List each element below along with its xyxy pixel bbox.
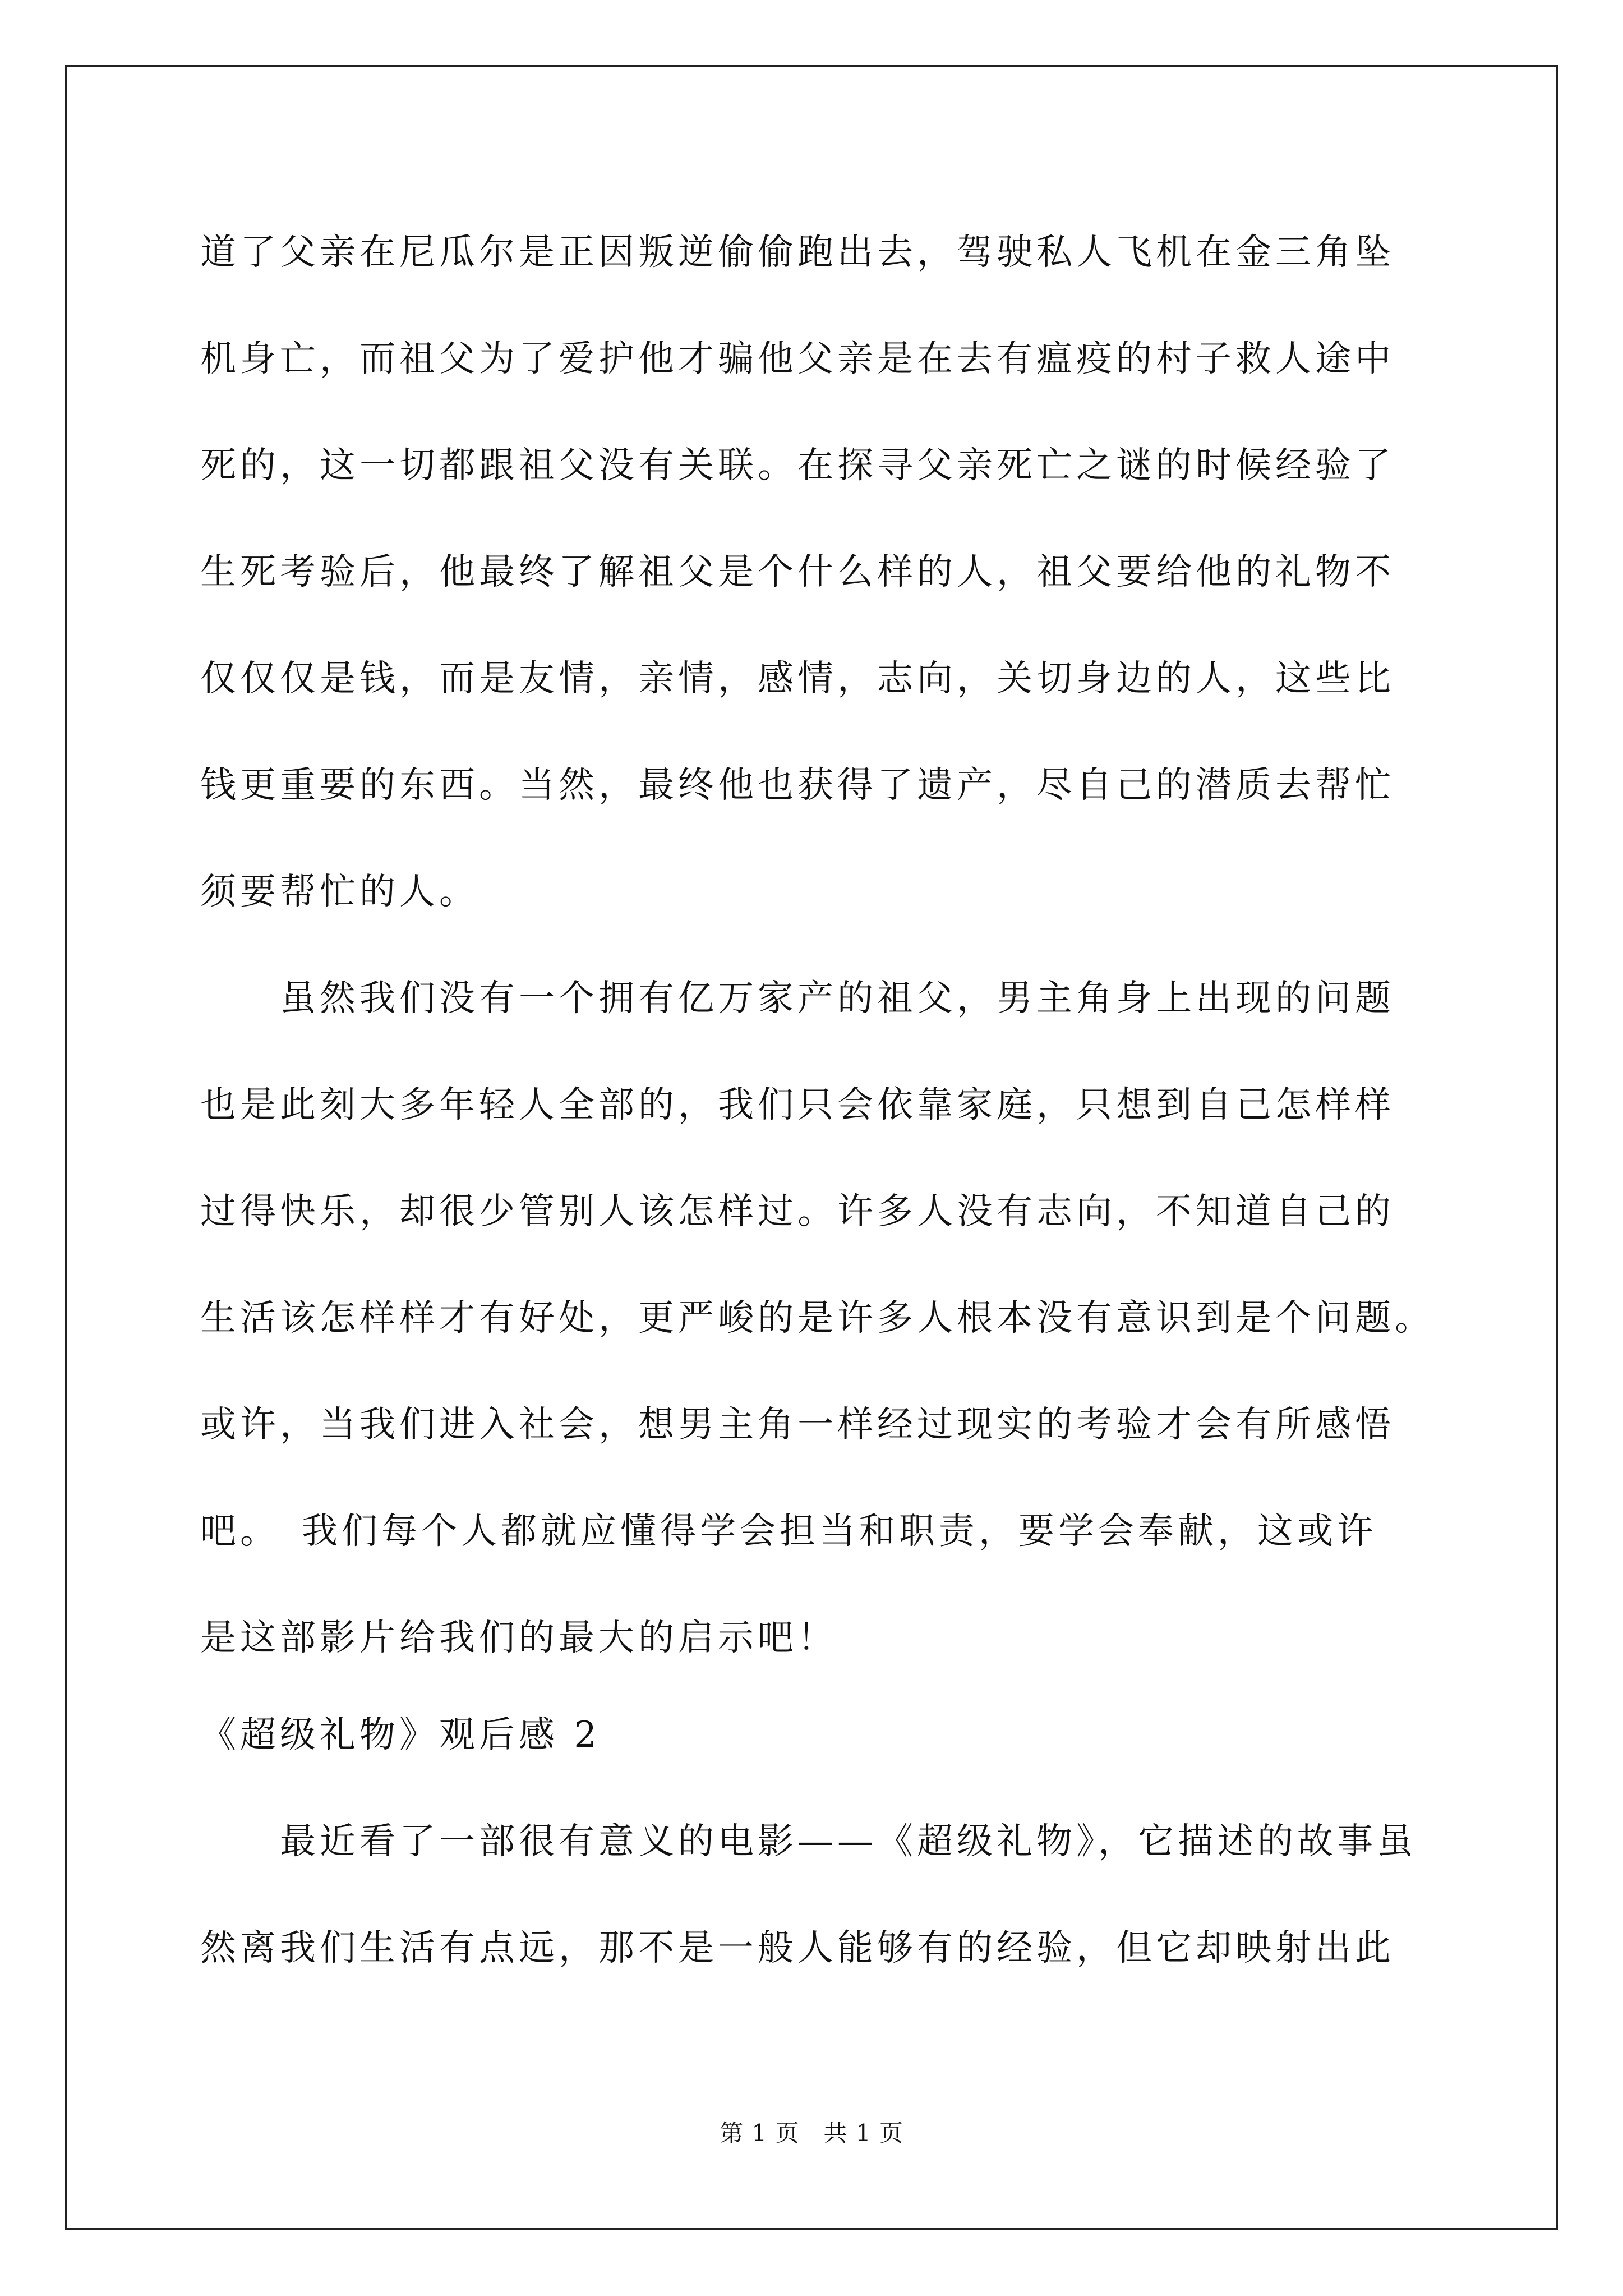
- text-line: 钱更重要的东西。当然，最终他也获得了遗产，尽自己的潜质去帮忙: [200, 765, 1395, 806]
- text-line: 虽然我们没有一个拥有亿万家产的祖父，男主角身上出现的问题: [200, 978, 1395, 1019]
- text-line: 生活该怎样样才有好处，更严峻的是许多人根本没有意识到是个问题。: [200, 1297, 1435, 1339]
- text-line: 最近看了一部很有意义的电影——《超级礼物》，它描述的故事虽: [200, 1821, 1417, 1862]
- text-line: 仅仅仅是钱，而是友情，亲情，感情，志向，关切身边的人，这些比: [200, 658, 1395, 700]
- text-line: 道了父亲在尼瓜尔是正因叛逆偷偷跑出去，驾驶私人飞机在金三角坠: [200, 232, 1395, 273]
- text-line: 机身亡，而祖父为了爱护他才骗他父亲是在去有瘟疫的村子救人途中: [200, 338, 1395, 380]
- text-line: 也是此刻大多年轻人全部的，我们只会依靠家庭，只想到自己怎样样: [200, 1084, 1395, 1126]
- text-line: 过得快乐，却很少管别人该怎样过。许多人没有志向，不知道自己的: [200, 1191, 1395, 1232]
- paragraph-1: [200, 199, 1434, 945]
- text-line: 吧。 我们每个人都就应懂得学会担当和职责，要学会奉献，这或许: [200, 1511, 1377, 1552]
- text-line: 然离我们生活有点远，那不是一般人能够有的经验，但它却映射出此: [200, 1927, 1395, 1969]
- paragraph-3: [200, 1788, 1434, 2001]
- text-line: 是这部影片给我们的最大的启示吧！: [200, 1617, 837, 1659]
- paragraph-2: [200, 945, 1434, 1691]
- text-line: 或许，当我们进入社会，想男主角一样经过现实的考验才会有所感悟: [200, 1404, 1395, 1446]
- section-title: [200, 1682, 1434, 1788]
- page-footer: 第 1 页 共 1 页: [720, 2119, 903, 2147]
- text-line: 死的，这一切都跟祖父没有关联。在探寻父亲死亡之谜的时候经验了: [200, 445, 1395, 486]
- section-heading: 《超级礼物》观后感 2: [200, 1714, 601, 1756]
- text-line: 须要帮忙的人。: [200, 871, 479, 913]
- text-line: 生死考验后，他最终了解祖父是个什么样的人，祖父要给他的礼物不: [200, 551, 1395, 593]
